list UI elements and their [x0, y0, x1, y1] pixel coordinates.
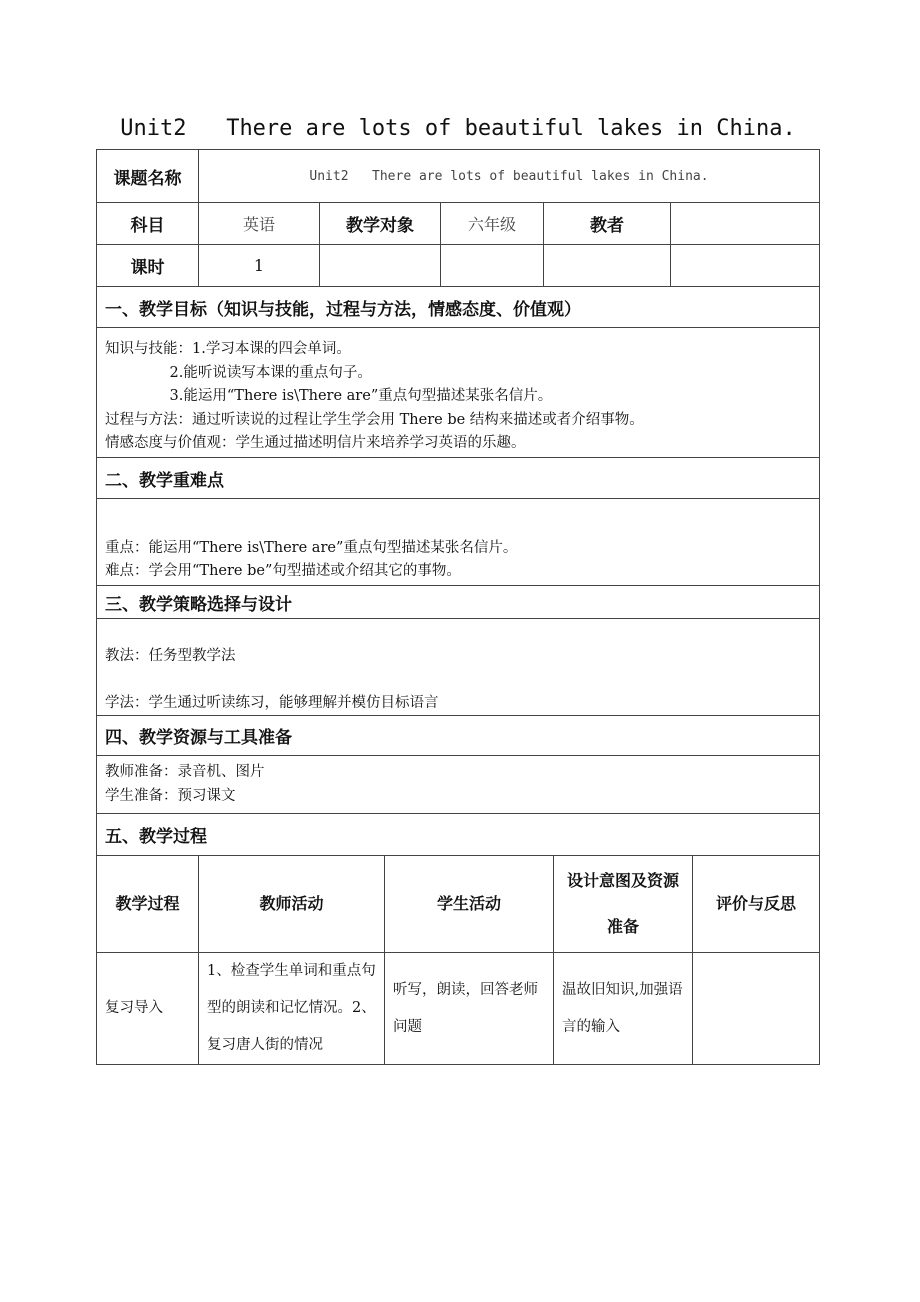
topic-value: Unit2 There are lots of beautiful lakes in China. [198, 149, 820, 203]
section-heading-resources: 四、教学资源与工具准备 [96, 715, 820, 756]
section-body-keypoints: 重点：能运用“There is\There are”重点句型描述某张名信片。 难点：学会用“There be”句型描述或介绍其它的事物。 [96, 498, 820, 586]
process-cell: 听写，朗读，回答老师问题 [384, 952, 554, 1065]
target-label: 教学对象 [319, 202, 441, 245]
section-heading-strategy: 三、教学策略选择与设计 [96, 585, 820, 619]
empty-cell [670, 244, 820, 287]
process-cell: 温故旧知识,加强语言的输入 [553, 952, 693, 1065]
section-heading-keypoints: 二、教学重难点 [96, 457, 820, 499]
process-header: 设计意图及资源准备 [553, 855, 693, 953]
period-value: 1 [198, 244, 320, 287]
teacher-label: 教者 [543, 202, 671, 245]
section-body-strategy: 教法：任务型教学法 学法：学生通过听读练习，能够理解并模仿目标语言 [96, 618, 820, 716]
empty-cell [543, 244, 671, 287]
section-heading-objectives: 一、教学目标（知识与技能，过程与方法，情感态度、价值观） [96, 286, 820, 328]
subject-label: 科目 [96, 202, 199, 245]
target-value: 六年级 [440, 202, 544, 245]
process-header: 教师活动 [198, 855, 385, 953]
empty-cell [440, 244, 544, 287]
section-heading-process: 五、教学过程 [96, 813, 820, 856]
process-cell: 复习导入 [96, 952, 199, 1065]
subject-value: 英语 [198, 202, 320, 245]
process-header: 评价与反思 [692, 855, 820, 953]
section-body-resources: 教师准备：录音机、图片 学生准备：预习课文 [96, 755, 820, 814]
section-body-objectives: 知识与技能：1.学习本课的四会单词。 2.能听说读写本课的重点句子。 3.能运用“There is\There are”重点句型描述某张名信片。 过程与方法：通过听读说的过程让学生学会用 There be 结构来描述或者介绍事物。 情感态度与价值观：学生通过描述明信片来培养学习英语的乐趣。 [96, 327, 820, 458]
process-cell: 1、检查学生单词和重点句型的朗读和记忆情况。2、复习唐人街的情况 [198, 952, 385, 1065]
empty-cell [319, 244, 441, 287]
document-title: Unit2 There are lots of beautiful lakes in China. [120, 116, 796, 141]
period-label: 课时 [96, 244, 199, 287]
teacher-value [670, 202, 820, 245]
process-cell [692, 952, 820, 1065]
process-header: 教学过程 [96, 855, 199, 953]
topic-label: 课题名称 [96, 149, 199, 203]
process-header: 学生活动 [384, 855, 554, 953]
